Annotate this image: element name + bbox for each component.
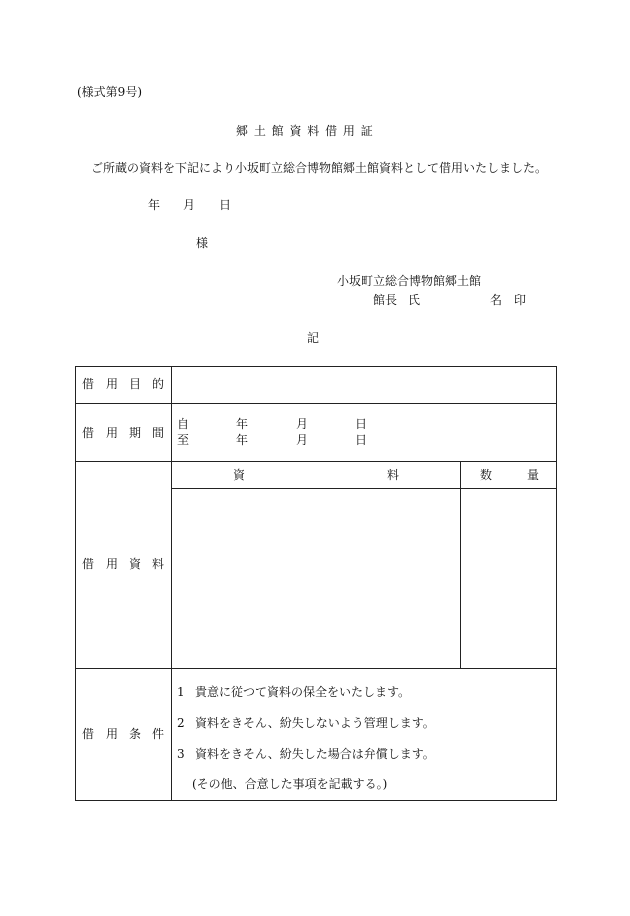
- document-title: 郷 土 館 資 料 借 用 証: [236, 124, 374, 138]
- addressee-suffix: 様: [196, 236, 209, 250]
- issuer-name-label: 名: [490, 293, 503, 307]
- issuer-seal: 印: [514, 293, 527, 307]
- intro-text: ご所蔵の資料を下記により小坂町立総合博物館郷土館資料として借用いたしました。: [91, 161, 548, 175]
- quantity-field[interactable]: [461, 489, 555, 667]
- form-number: (様式第9号): [77, 85, 142, 99]
- conditions-note: (その他、合意した事項を記載する。): [192, 777, 388, 791]
- date-year: 年: [148, 198, 161, 212]
- issuer-position: 館長: [373, 293, 398, 307]
- date-day: 日: [219, 198, 232, 212]
- issuer-org: 小坂町立総合博物館郷土館: [337, 274, 482, 288]
- purpose-field[interactable]: [172, 367, 555, 402]
- date-month: 月: [183, 198, 196, 212]
- materials-field[interactable]: [172, 489, 459, 667]
- issuer-honorific: 氏: [408, 293, 421, 307]
- ki-heading: 記: [307, 331, 320, 345]
